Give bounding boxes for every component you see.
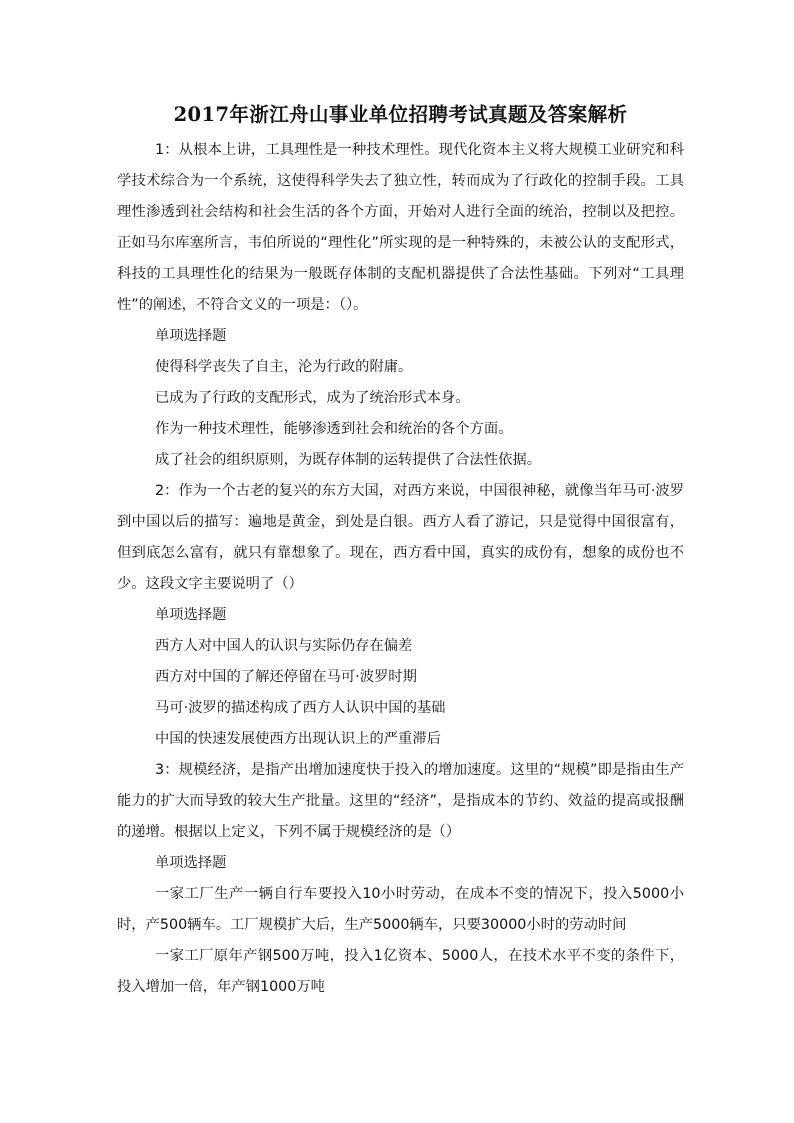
answer-option: 作为一种技术理性，能够渗透到社会和统治的各个方面。 — [155, 421, 513, 437]
answer-option: 一家工厂生产一辆自行车要投入10小时劳动，在成本不变的情况下，投入5000小时，产500辆车。工厂规模扩大后，生产5000辆车，只要30000小时的劳动时间 — [117, 886, 684, 933]
answer-option: 成了社会的组织原则，为既存体制的运转提供了合法性依据。 — [155, 452, 542, 468]
answer-option: 一家工厂原年产钢500万吨，投入1亿资本、5000人，在技术水平不变的条件下，投入增加一倍，年产钢1000万吨 — [117, 948, 684, 995]
question-2 — [117, 476, 684, 755]
question-type-label: 单项选择题 — [155, 607, 227, 623]
answer-option: 西方对中国的了解还停留在马可·波罗时期 — [155, 669, 417, 685]
question-type-label: 单项选择题 — [155, 328, 227, 344]
answer-option: 中国的快速发展使西方出现认识上的严重滞后 — [155, 731, 441, 747]
question-stem: 1：从根本上讲，工具理性是一种技术理性。现代化资本主义将大规模工业研究和科学技术综合为一个系统，这使得科学失去了独立性，转而成为了行政化的控制手段。工具理性渗透到社会结构和社会生活的各个方面，开始对人进行全面的统治，控制以及把控。正如马尔库塞所言，韦伯所说的“理性化”所实现的是一种特殊的，未被公认的支配形式，科技的工具理性化的结果为一般既存体制的支配机器提供了合法性基础。下列对“工具理性”的阐述，不符合文义的一项是：（）。 — [117, 142, 684, 313]
answer-option: 西方人对中国人的认识与实际仍存在偏差 — [155, 638, 413, 654]
document-title: 2017年浙江舟山事业单位招聘考试真题及答案解析 — [173, 103, 628, 126]
answer-option: 已成为了行政的支配形式，成为了统治形式本身。 — [155, 390, 470, 406]
question-type-label: 单项选择题 — [155, 855, 227, 871]
question-stem: 3：规模经济，是指产出增加速度快于投入的增加速度。这里的“规模”即是指由生产能力的扩大而导致的较大生产批量。这里的“经济”，是指成本的节约、效益的提高或报酬的递增。根据以上定义，下列不属于规模经济的是（） — [117, 762, 684, 840]
question-stem: 2：作为一个古老的复兴的东方大国，对西方来说，中国很神秘，就像当年马可·波罗到中国以后的描写：遍地是黄金，到处是白银。西方人看了游记，只是觉得中国很富有，但到底怎么富有，就只有靠想象了。现在，西方看中国，真实的成份有，想象的成份也不少。这段文字主要说明了（） — [117, 483, 684, 592]
question-3 — [117, 755, 684, 1003]
question-1 — [117, 135, 684, 476]
answer-option: 使得科学丧失了自主，沦为行政的附庸。 — [155, 359, 413, 375]
answer-option: 马可·波罗的描述构成了西方人认识中国的基础 — [155, 700, 446, 716]
